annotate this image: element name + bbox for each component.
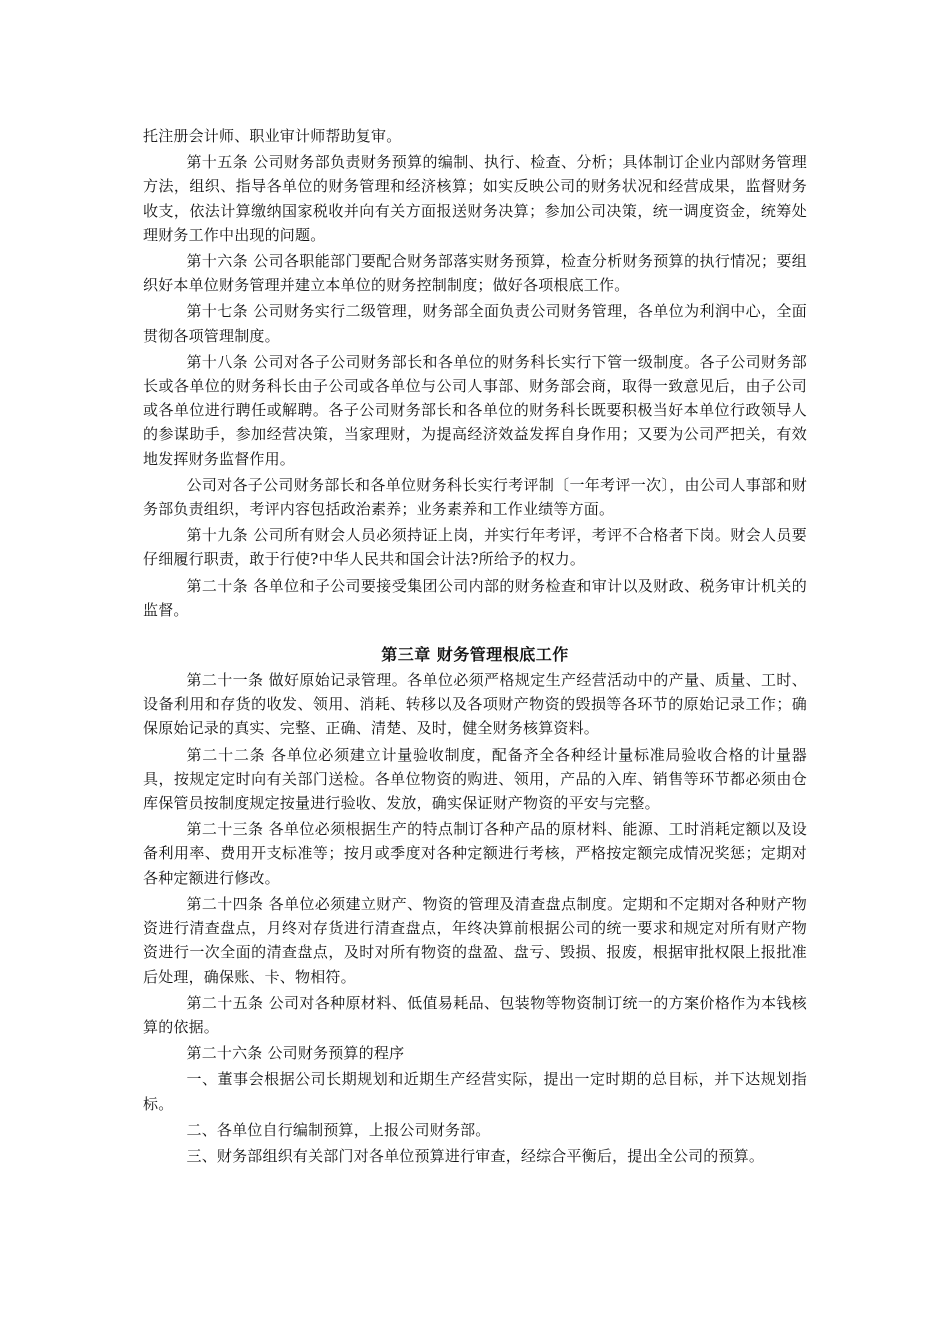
- list-item-2: 二、各单位自行编制预算，上报公司财务部。: [186, 1120, 491, 1139]
- article-19: 第十九条 公司所有财会人员必须持证上岗，并实行年考评，考评不合格者下岗。财会人员要仔细履行职责，敢于行使?中华人民共和国会计法?所给予的权力。: [143, 526, 807, 569]
- paragraph-continuation: 托注册会计师、职业审计师帮助复审。: [143, 127, 402, 145]
- list-item-3: 三、财务部组织有关部门对各单位预算进行审查，经综合平衡后，提出全公司的预算。: [186, 1146, 765, 1165]
- article-20: 第二十条 各单位和子公司要接受集团公司内部的财务检查和审计以及财政、税务审计机关的监督。: [143, 576, 807, 619]
- list-item-1: 一、董事会根据公司长期规划和近期生产经营实际，提出一定时期的总目标，并下达规划指标。: [143, 1070, 807, 1113]
- article-18: 第十八条 公司对各子公司财务部长和各单位的财务科长实行下管一级制度。各子公司财务部长或各单位的财务科长由子公司或各单位与公司人事部、财务部会商，取得一致意见后，由子公司或各单位进行聘任或解聘。各子公司财务部长和各单位的财务科长既要积极当好本单位行政领导人的参谋助手，参加经营决策，当家理财，为提高经济效益发挥自身作用；又要为公司严把关，有效地发挥财务监督作用。: [143, 352, 807, 468]
- article-25: 第二十五条 公司对各种原材料、低值易耗品、包装物等物资制订统一的方案价格作为本钱核算的依据。: [143, 993, 807, 1036]
- article-23: 第二十三条 各单位必须根据生产的特点制订各种产品的原材料、能源、工时消耗定额以及设备利用率、费用开支标准等；按月或季度对各种定额进行考核，严格按定额完成情况奖惩；定期对各种定额进行修改。: [143, 820, 807, 887]
- chapter-title: 第三章 财务管理根底工作: [381, 645, 569, 665]
- article-21: 第二十一条 做好原始记录管理。各单位必须严格规定生产经营活动中的产量、质量、工时、设备利用和存货的收发、领用、消耗、转移以及各项财产物资的毁损等各环节的原始记录工作；确保原始记录的真实、完整、正确、清楚、及时，健全财务核算资料。: [143, 671, 807, 738]
- article-15: 第十五条 公司财务部负责财务预算的编制、执行、检查、分析；具体制订企业内部财务管理方法，组织、指导各单位的财务管理和经济核算；如实反映公司的财务状况和经营成果，监督财务收支，依法计算缴纳国家税收并向有关方面报送财务决算；参加公司决策，统一调度资金，统筹处理财务工作中出现的问题。: [143, 153, 807, 244]
- article-18-evaluation: 公司对各子公司财务部长和各单位财务科长实行考评制〔一年考评一次〕，由公司人事部和财务部负责组织，考评内容包括政治素养；业务素养和工作业绩等方面。: [143, 475, 807, 519]
- article-24: 第二十四条 各单位必须建立财产、物资的管理及清查盘点制度。定期和不定期对各种财产物资进行清查盘点，月终对存货进行清查盘点，年终决算前根据公司的统一要求和规定对所有财产物资进行一次全面的清查盘点，及时对所有物资的盘盈、盘亏、毁损、报废，根据审批权限上报批准后处理，确保账、卡、物相符。: [143, 894, 807, 986]
- article-16: 第十六条 公司各职能部门要配合财务部落实财务预算，检查分析财务预算的执行情况；要组织好本单位财务管理并建立本单位的财务控制制度；做好各项根底工作。: [143, 252, 807, 295]
- article-26: 第二十六条 公司财务预算的程序: [186, 1044, 405, 1063]
- article-22: 第二十二条 各单位必须建立计量验收制度，配备齐全各种经计量标准局验收合格的计量器具，按规定定时向有关部门送检。各单位物资的购进、领用，产品的入库、销售等环节都必须由仓库保管员按制度规定按量进行验收、发放，确实保证财产物资的平安与完整。: [143, 745, 807, 813]
- article-17: 第十七条 公司财务实行二级管理，财务部全面负责公司财务管理，各单位为利润中心，全面贯彻各项管理制度。: [143, 302, 807, 345]
- document-body: [143, 124, 807, 1170]
